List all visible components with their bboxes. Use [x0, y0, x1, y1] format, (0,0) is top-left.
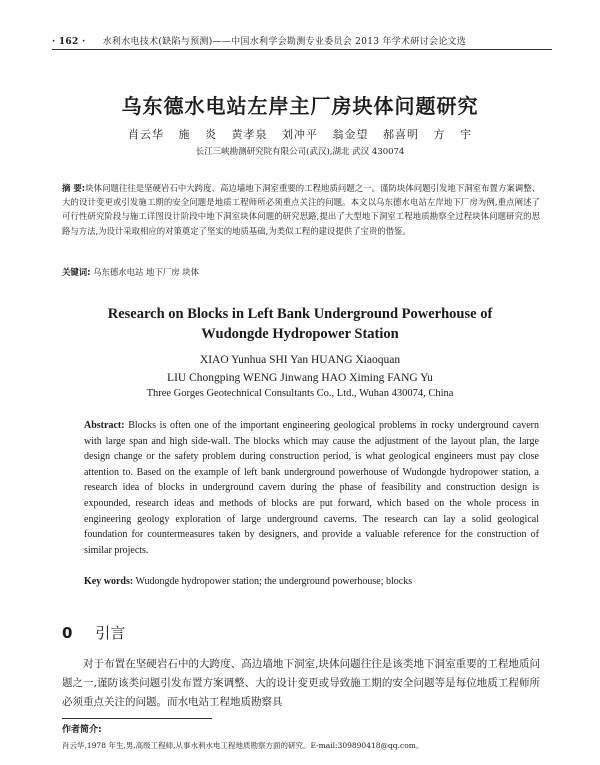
chinese-title: 乌东德水电站左岸主厂房块体问题研究 — [121, 94, 479, 118]
footnote-rule — [62, 718, 212, 719]
section-title: 引言 — [95, 624, 126, 642]
english-keywords — [84, 576, 539, 587]
english-title — [60, 304, 540, 344]
english-abstract-label: Abstract: — [84, 420, 125, 431]
chinese-keywords-text: 乌东德水电站 地下厂房 块体 — [93, 267, 199, 277]
english-abstract — [84, 418, 539, 558]
footnote-label: 作者简介: — [62, 725, 102, 735]
journal-line: 水利水电技术(缺陷与预测)——中国水利学会勘测专业委员会 2013 年学术研讨会论文选 — [102, 37, 467, 47]
page-number: · 162 · — [52, 37, 86, 47]
section-heading — [62, 622, 125, 643]
english-title-line-2: Wudongde Hydropower Station — [201, 326, 399, 342]
english-keywords-label: Key words: — [84, 576, 134, 587]
chinese-abstract-text: 块体问题往往是坚硬岩石中大跨度、高边墙地下洞室重要的工程地质问题之一。谨防块体问题引发地下洞室布置方案调整、大的设计变更或引发施工期的安全问题是地质工程师所必须重点关注的问题。本文以乌东德水电站左岸地下厂房为例,重点阐述了可行性研究阶段与施工详图设计阶段中地下洞室块体问题的研究思路,提出了大型地下洞室工程地质勘察全过程块体问题研究的思路与方法,为设计采取相应的对策奠定了坚实的地质基础,为类似工程的建设提供了宝贵的借鉴。 — [62, 183, 541, 236]
english-title-line-1: Research on Blocks in Left Bank Underground Powerhouse of — [107, 306, 493, 322]
chinese-keywords-label: 关键词: — [62, 267, 91, 277]
english-authors-line-2: LIU Chongping WENG Jinwang HAO Ximing FANG Yu — [167, 372, 433, 384]
english-authors-line-1: XIAO Yunhua SHI Yan HUANG Xiaoquan — [199, 354, 401, 366]
body-paragraph: 对于布置在坚硬岩石中的大跨度、高边墙地下洞室,块体问题往往是该类地下洞室重要的工程地质问题之一,谨防该类问题引发布置方案调整、大的设计变更或导致施工期的安全问题等是每位地质工程师所必须重点关注的问题。而水电站工程地质勘察具 — [62, 658, 540, 708]
footnote-text: 肖云华,1978 年生,男,高级工程师,从事水利水电工程地质勘察方面的研究。E-mail:309890418@qq.com。 — [62, 741, 424, 750]
chinese-affiliation: 长江三峡勘测研究院有限公司(武汉),湖北 武汉 430074 — [195, 147, 405, 157]
english-authors — [60, 351, 540, 387]
running-head — [52, 34, 552, 47]
english-affiliation: Three Gorges Geotechnical Consultants Co., Ltd., Wuhan 430074, China — [146, 388, 454, 399]
chinese-authors: 肖云华 施 炎 黄孝泉 刘冲平 翁金望 郝喜明 方 宇 — [128, 128, 472, 141]
english-abstract-text: Blocks is often one of the important engineering geological problems in rocky underground cavern with large span and high side-wall. The blocks which may cause the adjustment of the layout plan, the large design change or the safety problem during construction period, is what geological engineers must pay close attention to. Based on the example of left bank underground powerhouse of Wudongde hydropower station, a research idea of blocks in underground cavern during the phase of feasibility and construction design is expounded, research ideas and methods of blocks are put forward, which based on the whole process in engineering geology exploration of large underground caverns. The research can lay a solid geological foundation for countermeasures taken by designers, and provide a valuable reference for the construction of similar projects. — [84, 420, 539, 556]
english-keywords-text: Wudongde hydropower station; the underground powerhouse; blocks — [135, 576, 413, 587]
header-rule — [52, 49, 552, 50]
section-number: 0 — [62, 624, 73, 642]
chinese-keywords — [62, 266, 540, 278]
chinese-abstract — [62, 181, 540, 238]
chinese-abstract-label: 摘 要: — [62, 183, 86, 193]
